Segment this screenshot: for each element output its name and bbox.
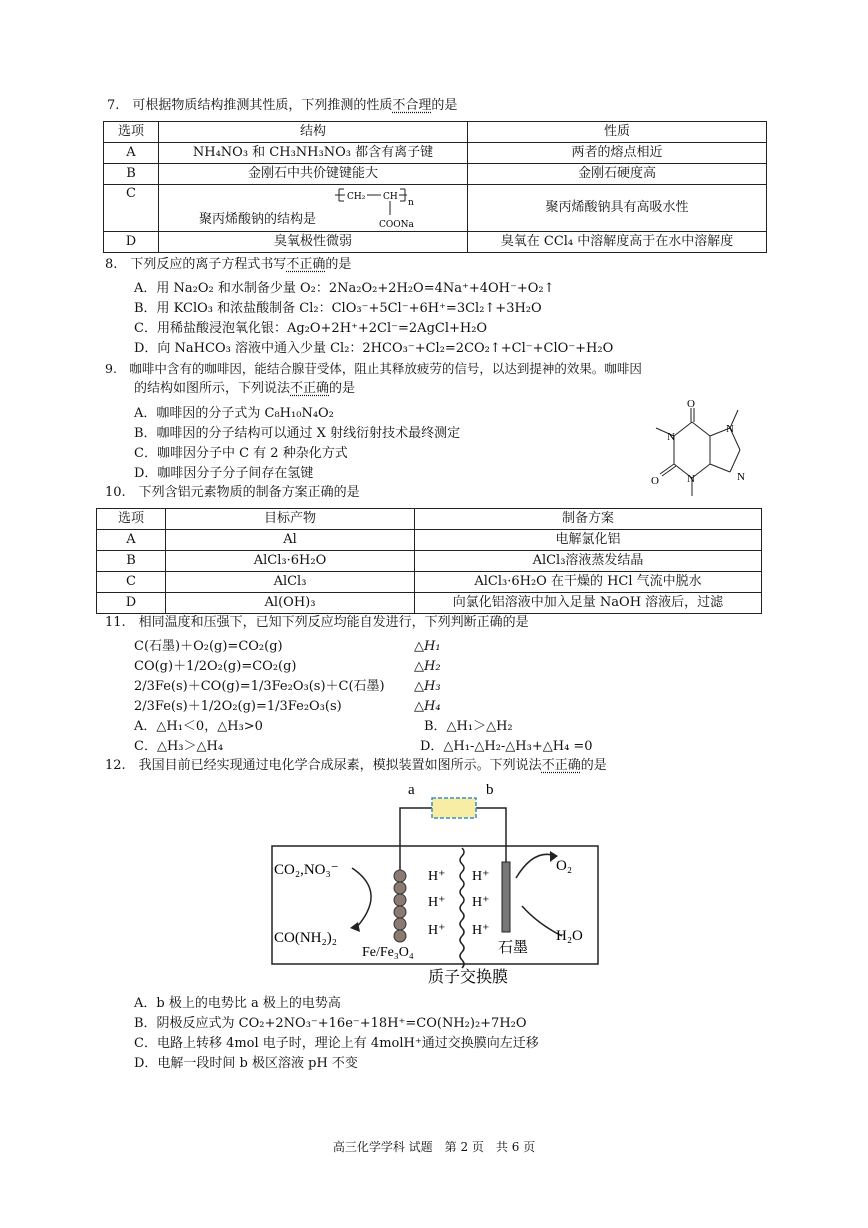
q11-reaction-4: 2/3Fe(s)＋1/2O₂(g)=1/3Fe₂O₃(s) (134, 699, 342, 714)
q7-stem: 7. 可根据物质结构推测其性质，下列推测的性质不合理的是 (107, 98, 458, 113)
atom-n3: N (687, 473, 695, 485)
cell-option: D (104, 232, 159, 253)
q9-option-d: D．咖啡因分子分子间存在氢键 (134, 466, 314, 481)
label-hplus: H⁺ (428, 923, 446, 938)
label-hplus: H⁺ (428, 895, 446, 910)
q11-dh-4: △H₄ (414, 699, 441, 714)
col-header: 制备方案 (415, 509, 762, 530)
cell-property: 两者的熔点相近 (468, 143, 767, 164)
atom-n9: N (737, 471, 745, 483)
col-header: 目标产物 (166, 509, 415, 530)
label-b: b (486, 782, 494, 798)
page-footer: 高三化学学科 试题 第 2 页 共 6 页 (332, 1140, 536, 1154)
label-hplus: H⁺ (472, 895, 490, 910)
cell-property: 聚丙烯酸钠具有高吸水性 (468, 185, 767, 232)
q11-dh-1: △H₁ (414, 639, 441, 654)
q9-option-b: B．咖啡因的分子结构可以通过 X 射线衍射技术最终测定 (134, 426, 461, 441)
q9-option-a: A．咖啡因的分子式为 C₈H₁₀N₄O₂ (134, 406, 334, 421)
q11-reaction-1: C(石墨)＋O₂(g)=CO₂(g) (134, 639, 283, 654)
label-graphite: 石墨 (498, 938, 529, 956)
q8-option-b: B．用 KClO₃ 和浓盐酸制备 Cl₂：ClO₃⁻+5Cl⁻+6H⁺=3Cl₂↑+3H₂O (134, 301, 542, 316)
label-hplus: H⁺ (472, 923, 490, 938)
table-row (97, 551, 762, 572)
q11-stem: 11. 相同温度和压强下，已知下列反应均能自发进行，下列判断正确的是 (105, 615, 529, 630)
q9-option-c: C．咖啡因分子中 C 有 2 种杂化方式 (134, 446, 348, 461)
graphite-electrode (502, 862, 510, 932)
cell-target: Al (166, 530, 415, 551)
label-hplus: H⁺ (428, 869, 446, 884)
q11-reaction-3: 2/3Fe(s)＋CO(g)=1/3Fe₂O₃(s)＋C(石墨) (134, 679, 385, 694)
cell-option: A (104, 143, 159, 164)
cell-plan: AlCl₃溶液蒸发结晶 (415, 551, 762, 572)
cell-property: 金刚石硬度高 (468, 164, 767, 185)
table-row (104, 164, 767, 185)
polymer-ch2: CH₂ (347, 192, 366, 202)
cell-property: 臭氧在 CCl₄ 中溶解度高于在水中溶解度 (468, 232, 767, 253)
col-header: 结构 (159, 122, 468, 143)
label-fe-fe3o4: Fe/Fe₃O₄ (362, 945, 414, 960)
cell-option: C (104, 185, 159, 232)
power-supply (432, 798, 476, 818)
proton-exchange-membrane (460, 848, 464, 968)
q12-option-c: C．电路上转移 4mol 电子时，理论上有 4molH⁺通过交换膜向左迁移 (134, 1036, 539, 1051)
label-hplus: H⁺ (472, 869, 490, 884)
q9-stem-line1: 9. 咖啡中含有的咖啡因，能结合腺苷受体，阻止其释放疲劳的信号，以达到提神的效果。咖啡因 (105, 361, 642, 376)
cell-option: C (97, 572, 166, 593)
col-header: 性质 (468, 122, 767, 143)
polymer-structure (335, 185, 455, 231)
q9-stem-line2: 的结构如图所示，下列说法不正确的是 (134, 381, 356, 396)
cell-plan: AlCl₃·6H₂O 在干燥的 HCl 气流中脱水 (415, 572, 762, 593)
polymer-ch: CH (383, 192, 398, 202)
label-o2: O₂ (556, 858, 573, 874)
table-row (97, 530, 762, 551)
cell-structure: 臭氧极性微弱 (159, 232, 468, 253)
q12-stem: 12. 我国目前已经实现通过电化学合成尿素，模拟装置如图所示。下列说法不正确的是 (105, 758, 607, 773)
label-h2o: H₂O (556, 928, 583, 944)
label-urea: CO(NH₂)₂ (274, 930, 337, 946)
q12-option-b: B．阴极反应式为 CO₂+2NO₃⁻+16e⁻+18H⁺=CO(NH₂)₂+7H₂O (134, 1016, 527, 1031)
cell-option: B (97, 551, 166, 572)
q11-option-b: B．△H₁＞△H₂ (424, 719, 513, 734)
polymer-n: n (408, 198, 414, 208)
table-row (97, 572, 762, 593)
q11-dh-2: △H₂ (414, 659, 441, 674)
q11-dh-3: △H₃ (414, 679, 441, 694)
cell-plan: 向氯化铝溶液中加入足量 NaOH 溶液后，过滤 (415, 593, 762, 614)
cell-option: A (97, 530, 166, 551)
q11-reaction-2: CO(g)＋1/2O₂(g)=CO₂(g) (134, 659, 297, 674)
table-row (104, 143, 767, 164)
cell-structure: NH₄NO₃ 和 CH₃NH₃NO₃ 都含有离子键 (159, 143, 468, 164)
structure-label: 聚丙烯酸钠的结构是 (199, 212, 317, 227)
table-row (97, 593, 762, 614)
col-header: 选项 (97, 509, 166, 530)
cell-target: Al(OH)₃ (166, 593, 415, 614)
cell-target: AlCl₃ (166, 572, 415, 593)
table-header-row (104, 122, 767, 143)
q11-option-d: D．△H₁-△H₂-△H₃+△H₄ =0 (420, 739, 593, 754)
label-membrane: 质子交换膜 (428, 967, 509, 986)
cell-target: AlCl₃·6H₂O (166, 551, 415, 572)
label-a: a (408, 782, 415, 798)
cell-option: B (104, 164, 159, 185)
caffeine-structure (634, 398, 784, 508)
atom-n7: N (726, 423, 734, 435)
table-row (104, 232, 767, 253)
table-header-row (97, 509, 762, 530)
cell-structure: 金刚石中共价键键能大 (159, 164, 468, 185)
q8-stem: 8. 下列反应的离子方程式书写不正确的是 (105, 257, 352, 272)
polymer-coona: COONa (379, 220, 414, 230)
atom-o-top: O (687, 398, 695, 410)
q10-stem: 10. 下列含铝元素物质的制备方案正确的是 (105, 485, 360, 500)
q10-table (96, 508, 762, 614)
label-co2-no3: CO₂,NO₃⁻ (274, 862, 339, 878)
atom-n1: N (667, 431, 675, 443)
cell-plan: 电解氯化铝 (415, 530, 762, 551)
electrolysis-diagram (266, 776, 606, 988)
q11-option-c: C．△H₃＞△H₄ (134, 739, 224, 754)
q8-option-c: C．用稀盐酸浸泡氧化银：Ag₂O+2H⁺+2Cl⁻=2AgCl+H₂O (134, 321, 488, 336)
q7-table (103, 121, 767, 253)
q12-option-a: A．b 极上的电势比 a 极上的电势高 (134, 996, 341, 1011)
atom-o-left: O (651, 475, 659, 487)
q8-option-a: A．用 Na₂O₂ 和水制备少量 O₂：2Na₂O₂+2H₂O=4Na⁺+4OH⁻+O₂↑ (134, 281, 555, 296)
q12-option-d: D．电解一段时间 b 极区溶液 pH 不变 (134, 1056, 358, 1071)
q11-option-a: A．△H₁＜0，△H₃>0 (134, 719, 263, 734)
cell-structure (159, 185, 468, 232)
table-row (104, 185, 767, 232)
q8-option-d: D．向 NaHCO₃ 溶液中通入少量 Cl₂：2HCO₃⁻+Cl₂=2CO₂↑+Cl⁻+ClO⁻+H₂O (134, 341, 614, 356)
col-header: 选项 (104, 122, 159, 143)
cell-option: D (97, 593, 166, 614)
